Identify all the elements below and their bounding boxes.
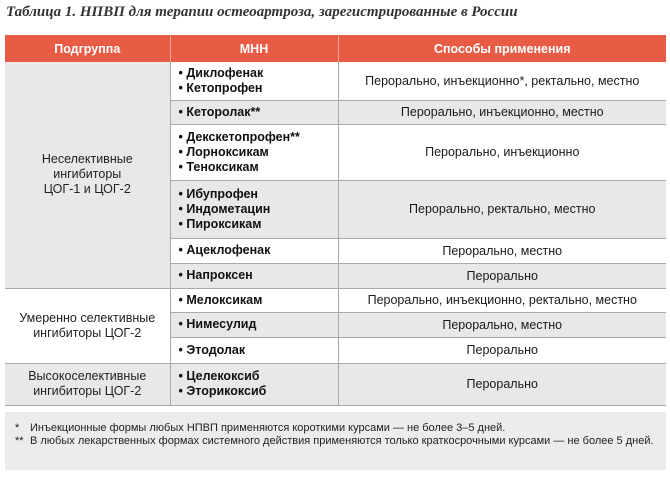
drug-item: • Пироксикам	[178, 216, 262, 231]
drug-item: • Этодолак	[178, 342, 246, 357]
table-title: Таблица 1. НПВП для терапии остеоартроза, зарегистрированные в России	[6, 4, 518, 20]
table-row	[5, 62, 666, 100]
drug-cell	[170, 100, 338, 124]
subgroup-line: ингибиторы	[53, 167, 122, 182]
subgroup-line: Неселективные	[41, 152, 133, 167]
methods-cell: Перорально, инъекционно	[338, 124, 666, 180]
footnote-text: Инъекционные формы любых НПВП применяются короткими курсами — не более 3–5 дней.	[30, 422, 506, 434]
methods-cell: Перорально, инъекционно, местно	[338, 100, 666, 124]
footnote-mark: **	[15, 435, 24, 447]
table-row	[5, 288, 666, 312]
drug-cell	[170, 238, 338, 263]
methods-cell: Перорально	[338, 263, 666, 288]
header-methods: Способы применения	[338, 35, 666, 62]
header-subgroup: Подгруппа	[5, 35, 170, 62]
subgroup-line: ингибиторы ЦОГ-2	[33, 384, 142, 398]
drug-item: • Декскетопрофен**	[178, 129, 300, 144]
drug-cell	[170, 62, 338, 100]
subgroup-line: Высокоселективные	[28, 369, 147, 383]
drug-item: • Диклофенак	[178, 65, 264, 80]
subgroup-line: ЦОГ-1 и ЦОГ-2	[43, 182, 131, 197]
drug-item: • Индометацин	[178, 201, 271, 216]
subgroup-cell	[5, 62, 170, 288]
methods-cell: Перорально, ректально, местно	[338, 180, 666, 238]
drug-item: • Целекоксиб	[178, 369, 260, 383]
drug-cell	[170, 363, 338, 405]
methods-cell: Перорально, инъекционно*, ректально, местно	[338, 62, 666, 100]
drug-item: • Кеторолак**	[178, 104, 261, 119]
subgroup-line: Умеренно селективные	[19, 310, 156, 325]
nsaid-table	[5, 35, 666, 406]
footnote-1	[15, 422, 655, 435]
subgroup-line: ингибиторы ЦОГ-2	[33, 325, 142, 340]
methods-cell: Перорально, местно	[338, 312, 666, 337]
drug-item: • Кетопрофен	[178, 80, 263, 95]
subgroup-cell	[5, 363, 170, 405]
drug-cell	[170, 288, 338, 312]
drug-cell	[170, 263, 338, 288]
drug-cell	[170, 180, 338, 238]
drug-item: • Теноксикам	[178, 159, 259, 174]
header-mnn: МНН	[170, 35, 338, 62]
drug-cell	[170, 312, 338, 337]
footnotes	[5, 412, 666, 470]
subgroup-cell	[5, 288, 170, 363]
footnote-2	[15, 435, 655, 448]
drug-item: • Эторикоксиб	[178, 384, 267, 398]
drug-item: • Нимесулид	[178, 317, 257, 331]
drug-cell	[170, 337, 338, 363]
drug-item: • Ацеклофенак	[178, 243, 271, 257]
methods-cell: Перорально	[338, 363, 666, 405]
methods-cell: Перорально, инъекционно, ректально, местно	[338, 288, 666, 312]
drug-item: • Напроксен	[178, 268, 253, 282]
methods-cell: Перорально	[338, 337, 666, 363]
drug-item: • Ибупрофен	[178, 186, 258, 201]
methods-cell: Перорально, местно	[338, 238, 666, 263]
drug-item: • Мелоксикам	[178, 292, 263, 307]
header-row	[5, 35, 666, 62]
table-row	[5, 363, 666, 405]
footnote-mark: *	[15, 422, 20, 434]
drug-cell	[170, 124, 338, 180]
drug-item: • Лорноксикам	[178, 144, 269, 159]
footnote-text: В любых лекарственных формах системного действия применяются только краткосрочными курсами — не более 5 дней.	[30, 435, 654, 447]
